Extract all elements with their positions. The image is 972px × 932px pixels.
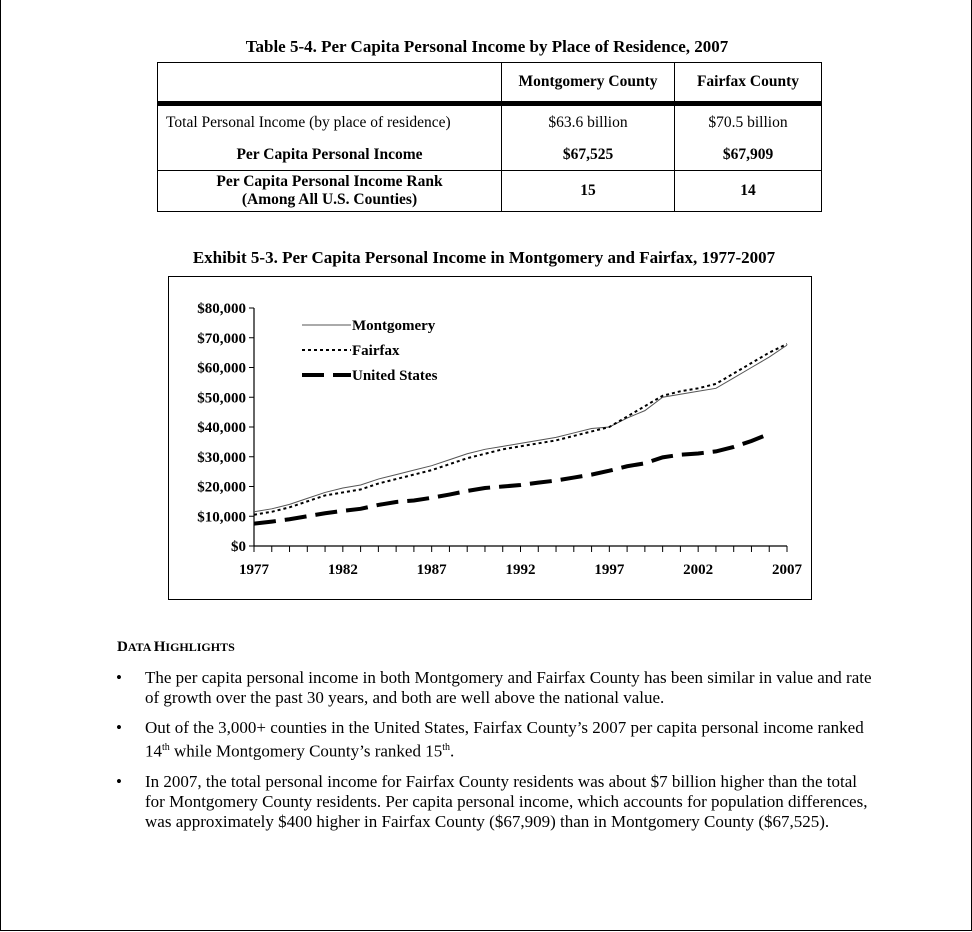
- x-tick-label: 1982: [327, 562, 358, 578]
- cell: 15: [502, 171, 675, 212]
- y-tick-label: $60,000: [197, 360, 246, 377]
- cell: $67,525: [502, 140, 675, 171]
- table-row: [158, 140, 822, 171]
- header-fairfax: Fairfax County: [675, 63, 822, 104]
- cell: $70.5 billion: [675, 104, 822, 141]
- highlights-list: [116, 668, 876, 842]
- y-tick-label: $20,000: [197, 479, 246, 496]
- legend-label: United States: [352, 368, 438, 384]
- rank-label: Per Capita Personal Income Rank: [216, 173, 443, 190]
- row-label: [158, 171, 502, 212]
- y-tick-label: $50,000: [197, 390, 246, 407]
- y-tick-label: $70,000: [197, 330, 246, 347]
- data-highlights-heading: DATA HIGHLIGHTS: [117, 639, 235, 655]
- list-item: • In 2007, the total personal income for Fairfax County residents was about $7 billion higher than the total for Montgomery County residents. Per capita personal income, which accounts for population differences, was approximately $400 higher in Fairfax County ($67,909) than in Montgomery County ($67,525).: [116, 772, 876, 832]
- rank-sublabel: (Among All U.S. Counties): [241, 191, 418, 208]
- cell: $67,909: [675, 140, 822, 171]
- list-item: • Out of the 3,000+ counties in the United States, Fairfax County’s 2007 per capita personal income ranked 14th while Montgomery County’s ranked 15th.: [116, 718, 876, 762]
- table-header-row: [158, 63, 822, 104]
- y-tick-label: $0: [231, 539, 246, 555]
- table-title: Table 5-4. Per Capita Personal Income by Place of Residence, 2007: [245, 37, 729, 56]
- header-montgomery: Montgomery County: [502, 63, 675, 104]
- x-tick-label: 2007: [772, 562, 802, 578]
- x-tick-label: 1977: [239, 562, 269, 578]
- cell: 14: [675, 171, 822, 212]
- list-item: • The per capita personal income in both Montgomery and Fairfax County has been similar in value and rate of growth over the past 30 years, and both are well above the national value.: [116, 668, 876, 708]
- exhibit-title: Exhibit 5-3. Per Capita Personal Income in Montgomery and Fairfax, 1977-2007: [192, 248, 776, 267]
- cell: $63.6 billion: [502, 104, 675, 141]
- legend-label: Fairfax: [352, 343, 400, 359]
- y-tick-label: $10,000: [197, 509, 246, 526]
- x-tick-label: 1997: [594, 562, 625, 578]
- series-line-fairfax: [254, 344, 787, 515]
- y-tick-label: $40,000: [197, 420, 246, 436]
- row-label: Total Personal Income (by place of residence): [158, 104, 502, 141]
- chart-frame: [168, 276, 812, 600]
- x-tick-label: 1992: [505, 562, 536, 578]
- y-tick-label: $80,000: [197, 301, 246, 317]
- x-tick-label: 1987: [416, 562, 447, 578]
- x-tick-label: 2002: [683, 562, 714, 578]
- row-label: Per Capita Personal Income: [158, 140, 502, 171]
- income-table: [157, 62, 822, 212]
- y-tick-label: $30,000: [197, 449, 246, 466]
- header-blank: [158, 63, 502, 104]
- table-row: [158, 171, 822, 212]
- table-row: [158, 104, 822, 141]
- legend-label: Montgomery: [352, 318, 436, 334]
- line-chart: [169, 277, 811, 599]
